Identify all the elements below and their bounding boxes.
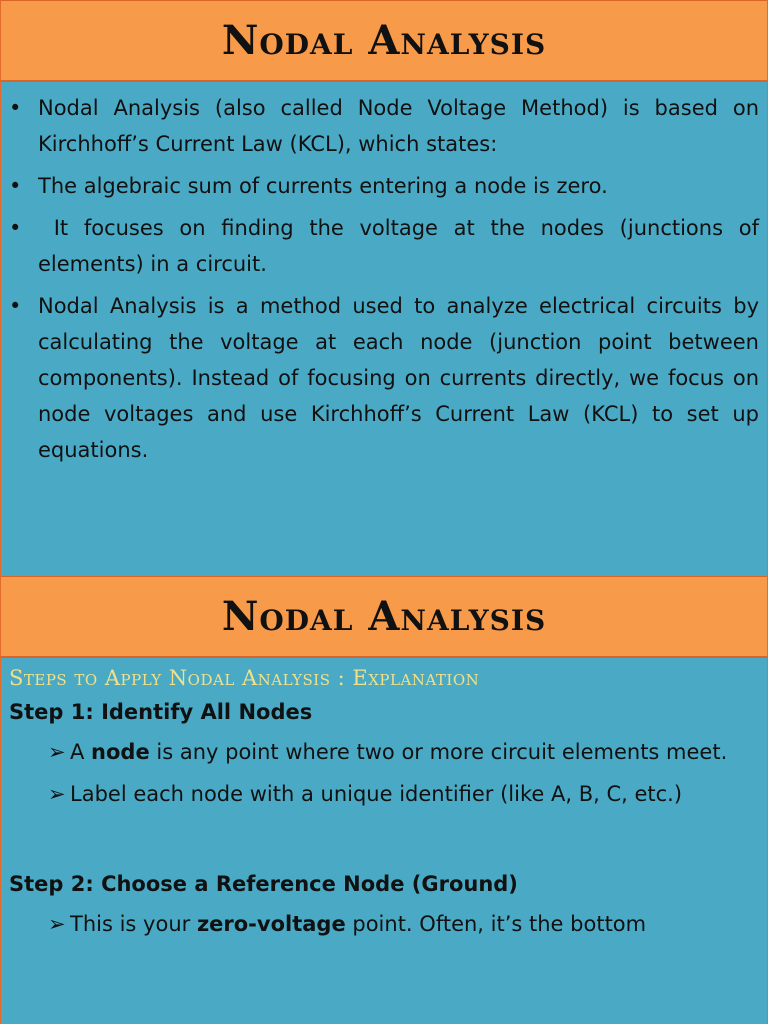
item-text-post: point. Often, it’s the bottom [345, 912, 647, 936]
bullet-item [9, 210, 766, 282]
step-1-heading: Step 1: Identify All Nodes [9, 700, 313, 724]
slide-2 [0, 576, 768, 1024]
title-bar [1, 576, 767, 658]
bullet-text: It focuses on finding the voltage at the nodes (junctions of elements) in a circuit. [38, 216, 766, 276]
step-2-list [1, 902, 767, 942]
bullet-item [9, 90, 759, 162]
step-1-list [1, 730, 767, 812]
item-text-post: is any point where two or more circuit elements meet. [149, 740, 728, 764]
arrow-bullet-icon: ➢ [48, 782, 66, 806]
item-text-bold: zero-voltage [196, 912, 346, 936]
bullet-item [9, 288, 759, 468]
bullet-icon: • [9, 294, 22, 318]
arrow-bullet-icon: ➢ [48, 740, 66, 764]
title-bar [1, 0, 767, 82]
arrow-bullet-icon: ➢ [48, 912, 66, 936]
bullet-text: The algebraic sum of currents entering a node is zero. [38, 174, 608, 198]
step-2-heading: Step 2: Choose a Reference Node (Ground) [9, 872, 518, 896]
arrow-item [48, 906, 759, 942]
slide-title: Nodal Analysis [221, 17, 547, 64]
bullet-list [1, 82, 767, 468]
item-text-pre: This is your [70, 912, 197, 936]
arrow-item [48, 734, 759, 770]
bullet-icon: • [9, 174, 22, 198]
bullet-text: Nodal Analysis (also called Node Voltage Method) is based on Kirchhoff’s Current Law (KCL), which states: [38, 96, 759, 156]
bullet-item [9, 168, 759, 204]
slide-subtitle: Steps to Apply Nodal Analysis : Explanation [9, 666, 480, 690]
arrow-item [48, 776, 759, 812]
item-text-pre: A [70, 740, 92, 764]
slide-title: Nodal Analysis [221, 593, 547, 640]
bullet-icon: • [9, 96, 22, 120]
bullet-icon: • [9, 216, 22, 240]
item-text-bold: node [91, 740, 150, 764]
item-text: Label each node with a unique identifier (like A, B, C, etc.) [70, 782, 683, 806]
bullet-text: Nodal Analysis is a method used to analyze electrical circuits by calculating the voltage at each node (junction point between components). Instead of focusing on currents directly, we focus on node voltages and use Kirchhoff’s Current Law (KCL) to set up equations. [38, 294, 759, 462]
